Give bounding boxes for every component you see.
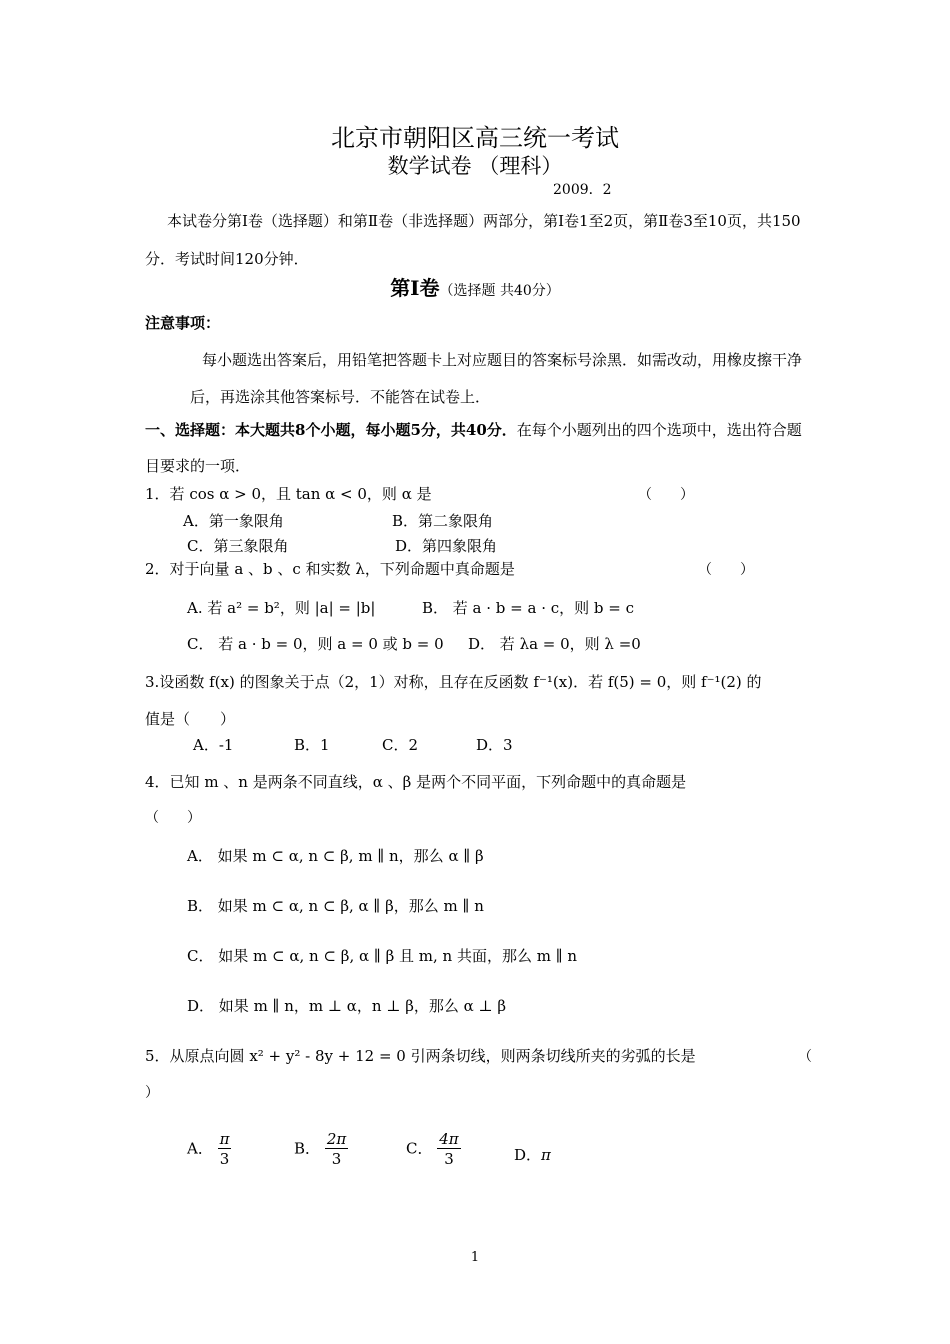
notice-body: 每小题选出答案后，用铅笔把答题卡上对应题目的答案标号涂黑．如需改动，用橡皮擦干净后，再选涂其他答案标号．不能答在试卷上． — [190, 351, 803, 406]
q1-stem — [145, 483, 432, 504]
q5-option-a-label: A． — [187, 1139, 213, 1158]
q3-stem — [145, 671, 762, 692]
q5-option-a-fraction — [218, 1130, 232, 1169]
q5-option-b-denominator: 3 — [331, 1150, 342, 1168]
exam-date: 2009．2 — [553, 182, 612, 198]
volume-title: 第Ⅰ卷 — [390, 276, 440, 300]
q2-option-b: B． 若 a · b = a · c，则 b = c — [422, 599, 635, 617]
volume-heading — [0, 272, 950, 301]
section1-instruction: 在每个小题列出的四个选项中，选出符合题目要求的一项． — [145, 421, 802, 475]
q4-option-b: B． 如果 m ⊂ α, n ⊂ β, α ∥ β，那么 m ∥ n — [187, 897, 484, 915]
q3-option-a: A．-1 — [193, 736, 234, 754]
page-number: 1 — [470, 1250, 480, 1265]
q2-number: 2． — [145, 560, 170, 578]
q2-option-c: C． 若 a · b = 0，则 a = 0 或 b = 0 — [187, 635, 444, 653]
q5-option-b — [294, 1130, 348, 1169]
q4-stem — [145, 771, 686, 792]
q4-option-c: C． 如果 m ⊂ α, n ⊂ β, α ∥ β 且 m, n 共面，那么 m ∥ n — [187, 947, 578, 965]
q3-option-b: B．1 — [294, 736, 330, 754]
q1-option-a: A．第一象限角 — [183, 512, 284, 530]
q1-option-d: D．第四象限角 — [395, 537, 498, 555]
q4-option-d: D． 如果 m ∥ n，m ⊥ α，n ⊥ β，那么 α ⊥ β — [187, 997, 507, 1015]
q5-text: 从原点向圆 x² + y² - 8y + 12 = 0 引两条切线，则两条切线所夹的劣弧的长是 — [169, 1047, 696, 1065]
q5-option-b-label: B． — [294, 1139, 321, 1158]
q5-option-c-denominator: 3 — [444, 1150, 454, 1168]
q5-option-a-denominator: 3 — [219, 1150, 230, 1168]
q1-answer-blank: （ ） — [638, 487, 694, 503]
section1-heading: 一、选择题：本大题共8个小题，每小题5分，共40分． — [145, 421, 517, 439]
q4-text: 已知 m 、n 是两条不同直线，α 、β 是两个不同平面，下列命题中的真命题是 — [169, 773, 687, 791]
q1-option-c: C．第三象限角 — [187, 537, 289, 555]
section1 — [145, 412, 810, 484]
q3-option-d: D．3 — [476, 736, 513, 754]
q4-number: 4． — [145, 773, 170, 791]
exam-subtitle: 数学试卷 （理科） — [387, 154, 563, 178]
q3-option-c: C．2 — [382, 736, 419, 754]
q2-stem — [145, 558, 515, 579]
volume-note: （选择题 共40分） — [439, 283, 560, 299]
q5-paren-close: ） — [145, 1085, 159, 1101]
exam-title: 北京市朝阳区高三统一考试 — [331, 124, 619, 152]
q5-option-d-value: π — [541, 1146, 551, 1164]
q5-option-b-numerator: 2π — [326, 1130, 347, 1148]
q5-number: 5． — [145, 1047, 170, 1065]
q3-stem-continued: 值是（ ） — [145, 710, 236, 728]
q3-number: 3. — [145, 673, 160, 691]
exam-intro: 本试卷分第Ⅰ卷（选择题）和第Ⅱ卷（非选择题）两部分，第Ⅰ卷1至2页，第Ⅱ卷3至10页，共150分．考试时间120分钟． — [145, 212, 801, 268]
q2-answer-blank: （ ） — [698, 562, 754, 578]
q5-option-c — [406, 1130, 461, 1169]
q5-option-c-fraction — [437, 1130, 460, 1169]
q5-option-d-label: D． — [514, 1146, 542, 1164]
q1-text: 若 cos α > 0，且 tan α < 0，则 α 是 — [169, 485, 432, 503]
q4-answer-blank: （ ） — [145, 810, 201, 826]
q5-option-c-numerator: 4π — [439, 1130, 459, 1148]
q5-stem — [145, 1045, 696, 1066]
q5-option-a — [187, 1130, 231, 1169]
q5-option-a-numerator: π — [219, 1130, 230, 1148]
q2-option-d: D． 若 λa = 0，则 λ =0 — [468, 635, 641, 653]
q5-option-b-fraction — [325, 1130, 348, 1169]
q5-paren-open: （ — [798, 1049, 812, 1065]
q5-option-d — [514, 1144, 551, 1165]
q3-text: 设函数 f(x) 的图象关于点（2，1）对称，且存在反函数 f⁻¹(x)．若 f(5) = 0，则 f⁻¹(2) 的 — [159, 673, 762, 691]
q1-number: 1． — [145, 485, 170, 503]
q4-option-a: A． 如果 m ⊂ α, n ⊂ β, m ∥ n，那么 α ∥ β — [187, 847, 484, 865]
q2-text: 对于向量 a 、b 、c 和实数 λ，下列命题中真命题是 — [169, 560, 515, 578]
q1-option-b: B．第二象限角 — [392, 512, 494, 530]
q2-option-a: A. 若 a² = b²，则 |a| = |b| — [187, 599, 376, 617]
q5-option-c-label: C． — [406, 1139, 433, 1158]
notice-heading: 注意事项： — [145, 314, 221, 332]
